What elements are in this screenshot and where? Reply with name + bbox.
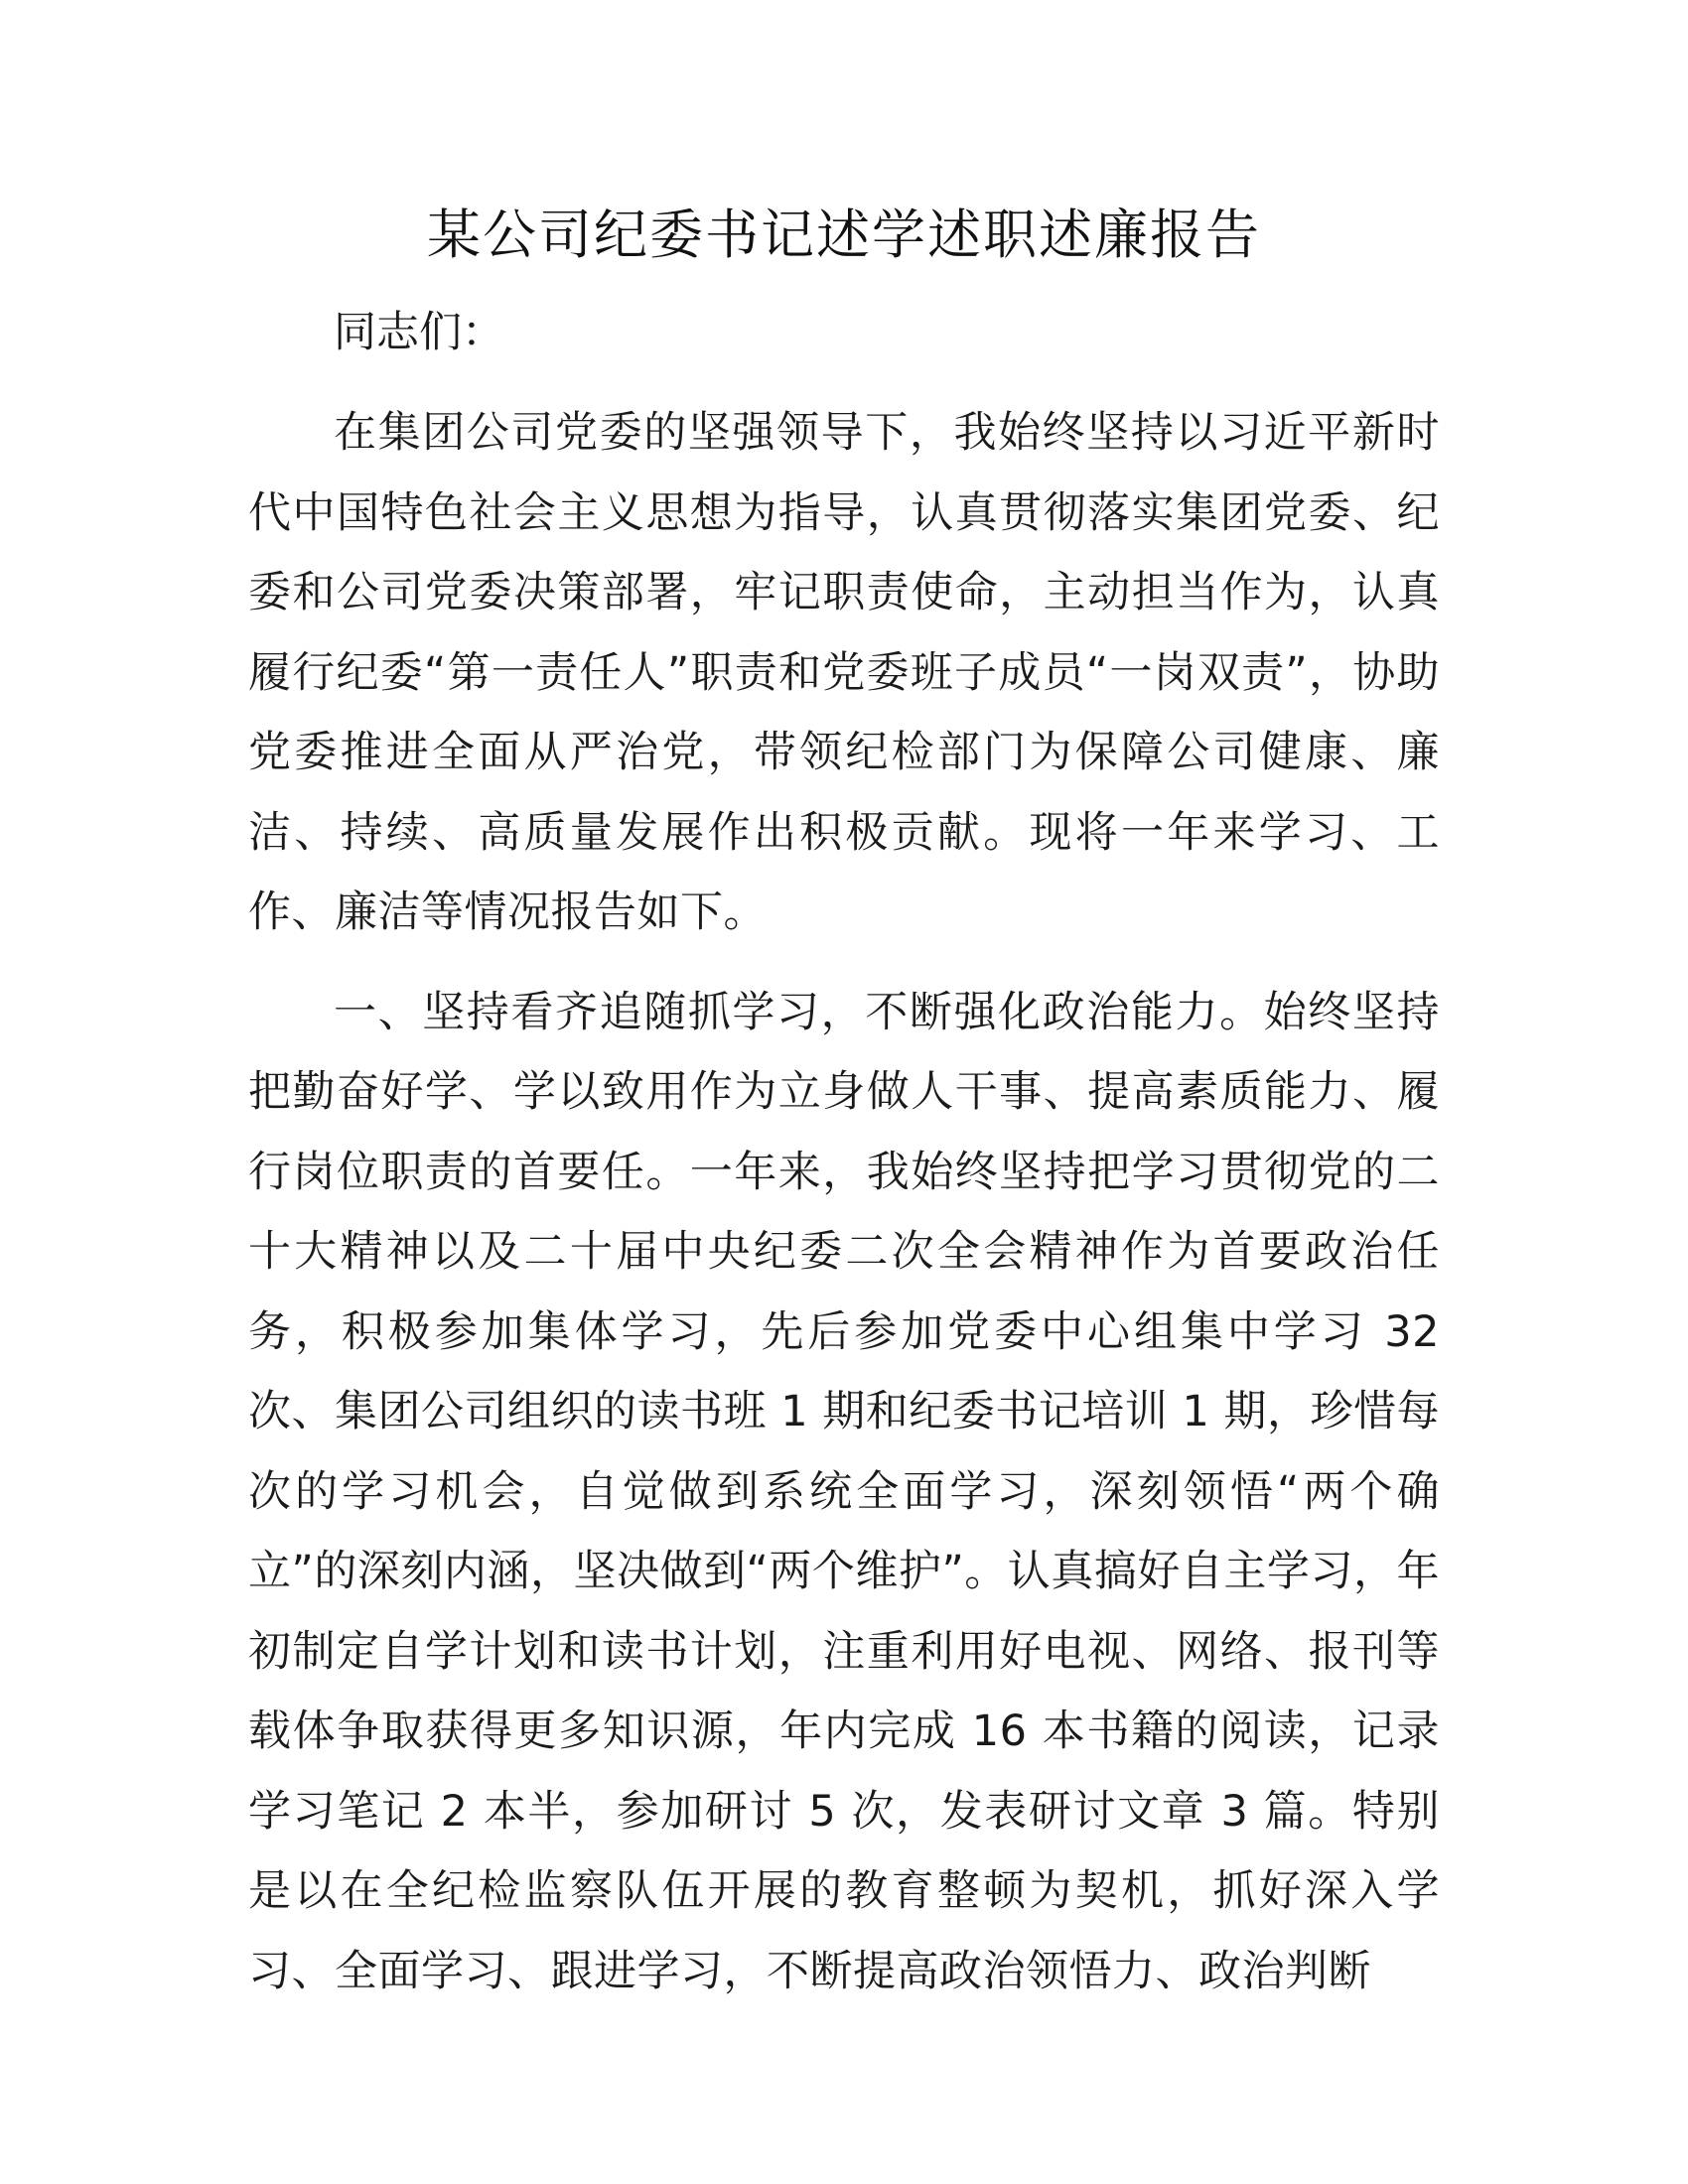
document-page [248, 189, 1440, 2011]
salutation: 同志们： [334, 308, 504, 357]
document-title: 某公司纪委书记述学述职述廉报告 [427, 204, 1261, 266]
paragraph-intro: 在集团公司党委的坚强领导下，我始终坚持以习近平新时代中国特色社会主义思想为指导，认真贯彻落实集团党委、纪委和公司党委决策部署，牢记职责使命，主动担当作为，认真履行纪委“第一责任人”职责和党委班子成员“一岗双责”，协助党委推进全面从严治党，带领纪检部门为保障公司健康、廉洁、持续、高质量发展作出积极贡献。现将一年来学习、工作、廉洁等情况报告如下。 [248, 408, 1440, 937]
paragraph-section-one: 一、坚持看齐追随抓学习，不断强化政治能力。始终坚持把勤奋好学、学以致用作为立身做人干事、提高素质能力、履行岗位职责的首要任。一年来，我始终坚持把学习贯彻党的二十大精神以及二十届中央纪委二次全会精神作为首要政治任务，积极参加集体学习，先后参加党委中心组集中学习 32 次、集团公司组织的读书班 1 期和纪委书记培训 1 期，珍惜每次的学习机会，自觉做到系统全面学习，深刻领悟“两个确立”的深刻内涵，坚决做到“两个维护”。认真搞好自主学习，年初制定自学计划和读书计划，注重利用好电视、网络、报刊等载体争取获得更多知识源，年内完成 16 本书籍的阅读，记录学习笔记 2 本半，参加研讨 5 次，发表研讨文章 3 篇。特别是以在全纪检监察队伍开展的教育整顿为契机，抓好深入学习、全面学习、跟进学习，不断提高政治领悟力、政治判断 [248, 987, 1440, 1996]
